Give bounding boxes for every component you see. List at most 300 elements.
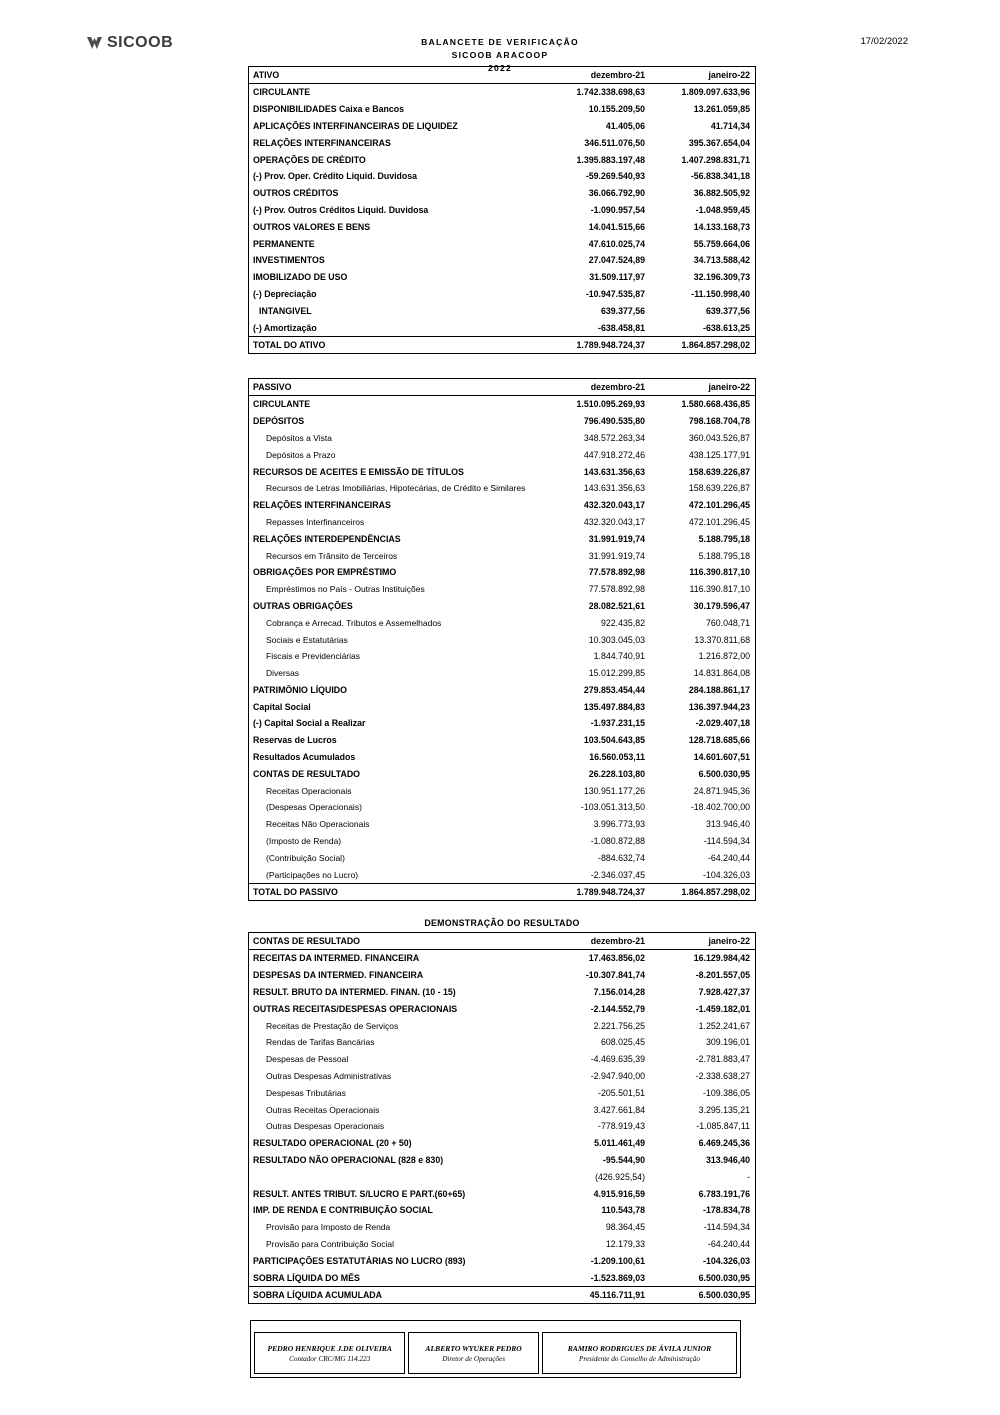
table-row [249,84,755,101]
row-label: Provisão para Contribuição Social [266,1239,395,1249]
row-value-dezembro: 922.435,82 [600,617,645,628]
row-label: PARTICIPAÇÕES ESTATUTÁRIAS NO LUCRO (893) [253,1255,466,1266]
row-value-dezembro: 348.572.263,34 [583,432,645,443]
row-value-janeiro: 472.101.296,45 [688,516,750,527]
table-row [249,1000,755,1017]
row-value-dezembro: -638.458,81 [598,322,645,333]
total-label: TOTAL DO PASSIVO [253,887,338,898]
row-value-dezembro: 26.228.103,80 [588,768,645,779]
table-row [249,799,755,816]
table-row [249,396,755,413]
row-label: Outras Receitas Operacionais [266,1104,380,1115]
row-value-dezembro: 28.082.521,61 [588,600,645,611]
table-row [249,514,755,531]
signature-section [250,1320,741,1378]
row-value-janeiro: -114.594,34 [703,1222,750,1233]
row-label: Cobrança e Arrecad. Tributos e Assemelhados [266,617,442,628]
row-label: DEPÓSITOS [253,416,305,427]
row-value-dezembro: -1.080.872,88 [590,836,645,847]
table-row [249,1202,755,1219]
passivo-table-header [249,379,755,396]
row-label: Receitas Operacionais [266,785,352,796]
row-value-dezembro: -10.307.841,74 [585,970,645,981]
row-value-dezembro: -1.209.100,61 [590,1255,645,1266]
total-label: SOBRA LÍQUIDA ACUMULADA [253,1290,383,1300]
column-header-janeiro: janeiro-22 [708,936,750,947]
row-label: Receitas Não Operacionais [266,819,370,830]
table-row [249,480,755,497]
table-row [249,833,755,850]
table-row [249,218,755,235]
row-value-dezembro: 608.025,45 [600,1037,645,1048]
signatory-name: ALBERTO WYUKER PEDRO [425,1343,522,1353]
total-value-janeiro: 6.500.030,95 [698,1290,750,1300]
table-row [249,765,755,782]
passivo-table [248,378,756,901]
row-value-janeiro: 55.759.664,06 [693,238,750,249]
table-row [249,168,755,185]
table-row [249,446,755,463]
row-label: OUTROS VALORES E BENS [253,221,371,232]
row-value-janeiro: 1.216.872,00 [698,651,750,662]
row-value-janeiro: 41.714,34 [710,120,750,131]
signature-box-contador [254,1332,405,1374]
row-label: DESPESAS DA INTERMED. FINANCEIRA [253,970,424,981]
row-value-janeiro: 1.809.097.633,96 [681,87,750,98]
row-value-dezembro: -1.937.231,15 [590,718,645,729]
row-label: Outras Despesas Administrativas [266,1071,392,1082]
table-row [249,413,755,430]
row-value-janeiro: 128.718.685,66 [688,735,750,746]
row-value-janeiro: -11.150.998,40 [691,288,750,299]
report-year: 2022 [488,63,512,73]
row-value-dezembro: -95.544,90 [602,1155,645,1166]
total-value-janeiro: 1.864.857.298,02 [681,887,750,898]
total-value-dezembro: 1.789.948.724,37 [576,339,645,350]
table-row [249,715,755,732]
signatory-name: PEDRO HENRIQUE J.DE OLIVEIRA [267,1343,392,1353]
row-value-dezembro: 7.156.014,28 [593,987,645,998]
row-label: RESULTADO OPERACIONAL (20 + 50) [253,1138,412,1149]
row-label: Outras Despesas Operacionais [266,1121,385,1132]
sicoob-logo-text: SICOOB [107,34,174,51]
total-value-dezembro: 1.789.948.724,37 [576,887,645,898]
row-value-janeiro: -64.240,44 [707,1239,750,1249]
row-label: (Despesas Operacionais) [266,802,362,813]
table-row [249,614,755,631]
row-label: CIRCULANTE [253,399,311,410]
dre-table-header [249,933,755,950]
document-header [0,0,1000,73]
table-row [249,648,755,665]
table-row [249,1135,755,1152]
row-value-janeiro: 5.188.795,18 [698,550,750,561]
row-label: OUTROS CRÉDITOS [253,188,339,199]
row-value-dezembro: -884.632,74 [598,852,645,863]
row-value-janeiro: 34.713.588,42 [693,255,750,266]
dre-total-row [249,1286,755,1303]
row-value-janeiro: - [747,1171,750,1182]
row-value-janeiro: 1.580.668.436,85 [681,399,750,410]
table-row [249,1269,755,1286]
row-value-dezembro: 12.179,33 [605,1239,645,1249]
row-value-dezembro: 346.511.076,50 [584,137,645,148]
row-value-dezembro: -1.090.957,54 [590,204,645,215]
row-label: IMOBILIZADO DE USO [253,272,348,283]
row-label: OPERAÇÕES DE CRÉDITO [253,154,366,165]
row-label: Repasses Interfinanceiros [266,516,365,527]
row-label: INTANGIVEL [259,305,312,316]
row-value-janeiro: 6.469.245,36 [698,1138,750,1149]
row-label: (Contribuição Social) [266,852,345,863]
row-value-janeiro: 1.407.298.831,71 [681,154,750,165]
row-value-dezembro: 77.578.892,98 [588,584,645,595]
row-label: SOBRA LÍQUIDA DO MÊS [253,1272,360,1283]
row-value-janeiro: 13.261.059,85 [693,104,750,115]
column-header-dezembro: dezembro-21 [590,936,645,947]
table-row [249,202,755,219]
table-row [249,1168,755,1185]
row-value-janeiro: -2.781.883,47 [695,1054,750,1065]
table-row [249,185,755,202]
row-value-dezembro: 31.991.919,74 [588,550,645,561]
row-value-dezembro: 77.578.892,98 [588,567,645,578]
row-label: Empréstimos no País - Outras Instituições [266,584,425,595]
passivo-table-body [249,396,755,883]
table-row [249,319,755,336]
row-value-janeiro: 7.928.427,37 [698,987,750,998]
row-label: RESULTADO NÃO OPERACIONAL (828 e 830) [253,1155,444,1166]
table-row [249,782,755,799]
row-value-dezembro: 4.915.916,59 [593,1188,645,1199]
row-value-janeiro: -109.386,05 [703,1087,750,1098]
row-label: Receitas de Prestação de Serviços [266,1020,399,1031]
row-value-janeiro: 116.390.817,10 [689,584,750,595]
row-value-janeiro: -104.326,03 [703,1255,750,1266]
dre-header-label: CONTAS DE RESULTADO [253,936,361,947]
row-value-dezembro: 10.303.045,03 [588,634,645,645]
passivo-total-row [249,883,755,900]
row-label: Despesas Tributárias [266,1087,346,1098]
row-label: CONTAS DE RESULTADO [253,768,361,779]
row-value-janeiro: -56.838.341,18 [690,171,750,182]
row-label: (-) Amortização [253,322,317,333]
row-value-janeiro: 1.252.241,67 [698,1020,750,1031]
row-label: INVESTIMENTOS [253,255,325,266]
row-value-janeiro: 116.390.817,10 [689,567,750,578]
table-row [249,151,755,168]
row-value-dezembro: 16.560.053,11 [589,752,645,763]
dre-title: DEMONSTRAÇÃO DO RESULTADO [424,918,580,929]
row-label: Sociais e Estatutárias [266,634,348,645]
row-value-janeiro: 14.133.168,73 [693,221,750,232]
table-row [249,598,755,615]
signature-box-presidente [542,1332,737,1374]
table-row [249,1068,755,1085]
row-value-janeiro: 32.196.309,73 [693,272,750,283]
row-value-dezembro: 98.364,45 [605,1222,645,1233]
row-value-dezembro: 143.631.356,63 [583,466,645,477]
row-value-dezembro: 15.012.299,85 [588,668,645,679]
report-titles [0,36,1000,75]
row-label: OUTRAS RECEITAS/DESPESAS OPERACIONAIS [253,1003,458,1014]
row-label: (-) Prov. Oper. Crédito Liquid. Duvidosa [253,171,418,182]
row-value-dezembro: 135.497.884,83 [583,701,645,712]
row-value-janeiro: 760.048,71 [705,617,750,628]
signatory-role: Presidente do Conselho de Administração [578,1354,700,1363]
column-header-dezembro: dezembro-21 [590,381,645,392]
table-row [249,866,755,883]
row-label: IMP. DE RENDA E CONTRIBUIÇÃO SOCIAL [253,1205,433,1216]
table-row [249,816,755,833]
row-value-dezembro: 1.510.095.269,93 [576,399,645,410]
column-header-janeiro: janeiro-22 [708,70,750,80]
ativo-table [248,66,756,354]
row-value-dezembro: 5.011.461,49 [594,1138,645,1149]
row-value-janeiro: 16.129.984,42 [693,953,750,964]
row-value-janeiro: -2.338.638,27 [695,1071,750,1082]
row-label: RESULT. BRUTO DA INTERMED. FINAN. (10 - 15) [253,987,456,998]
table-row [249,134,755,151]
column-header-janeiro: janeiro-22 [708,381,750,392]
row-label: (-) Prov. Outros Créditos Liquid. Duvidosa [253,204,429,215]
row-value-dezembro: 110.543,78 [601,1205,645,1216]
table-row [249,1152,755,1169]
report-date: 17/02/2022 [860,36,908,47]
row-value-dezembro: -778.919,43 [598,1121,645,1132]
row-label: APLICAÇÕES INTERFINANCEIRAS DE LIQUIDEZ [253,120,458,131]
table-row [249,665,755,682]
row-label: RESULT. ANTES TRIBUT. S/LUCRO E PART.(60+65) [253,1188,466,1199]
row-value-dezembro: 796.490.535,80 [583,416,645,427]
row-value-dezembro: 14.041.515,66 [588,221,645,232]
row-value-janeiro: 313.946,40 [705,819,750,830]
table-row [249,581,755,598]
table-row [249,302,755,319]
table-row [249,101,755,118]
row-label: CIRCULANTE [253,87,311,98]
row-value-dezembro: 31.991.919,74 [588,533,645,544]
table-row [249,967,755,984]
report-subtitle: SICOOB ARACOOP [451,50,549,60]
row-label: Fiscais e Previdenciárias [266,651,361,662]
row-value-janeiro: 313.946,40 [705,1155,750,1166]
row-value-janeiro: -178.834,78 [703,1205,750,1216]
row-label: Despesas de Pessoal [266,1054,349,1065]
row-label: Rendas de Tarifas Bancárias [266,1037,375,1048]
row-value-dezembro: -2.144.552,79 [590,1003,645,1014]
signatory-name: RAMIRO RODRIGUES DE ÁVILA JUNIOR [567,1343,712,1353]
table-row [249,698,755,715]
table-row [249,547,755,564]
row-value-janeiro: -64.240,44 [707,852,750,863]
row-value-dezembro: -103.051.313,50 [580,802,645,813]
row-value-dezembro: 31.509.117,97 [589,272,645,283]
passivo-header-label: PASSIVO [253,381,292,392]
row-value-janeiro: 438.125.177,91 [688,449,750,460]
table-row [249,682,755,699]
row-value-dezembro: 1.742.338.698,63 [576,87,645,98]
table-row [249,1101,755,1118]
ativo-total-row [249,336,755,353]
table-row [249,749,755,766]
row-value-janeiro: 13.370.811,68 [694,634,750,645]
row-value-janeiro: 472.101.296,45 [688,500,750,511]
row-value-dezembro: 639.377,56 [600,305,645,316]
table-row [249,1017,755,1034]
row-label: RELAÇÕES INTERFINANCEIRAS [253,137,391,148]
row-value-janeiro: -2.029.407,18 [695,718,750,729]
row-label: (-) Depreciação [253,288,317,299]
row-value-dezembro: -1.523.869,03 [590,1272,645,1283]
row-label: OBRIGAÇÕES POR EMPRÉSTIMO [253,567,397,578]
table-row [249,1118,755,1135]
row-value-janeiro: 14.831.864,08 [693,668,750,679]
row-value-janeiro: 639.377,56 [705,305,750,316]
table-row [249,849,755,866]
row-value-janeiro: 6.500.030,95 [698,768,750,779]
row-label: (Imposto de Renda) [266,836,342,847]
row-value-janeiro: 5.188.795,18 [698,533,750,544]
row-value-janeiro: 24.871.945,36 [693,785,750,796]
row-label: PATRIMÔNIO LÍQUIDO [253,684,347,695]
table-row [249,984,755,1001]
row-value-janeiro: 309.196,01 [705,1037,750,1048]
signature-box-diretor [408,1332,538,1374]
row-value-janeiro: 136.397.944,23 [688,701,750,712]
row-label: OUTRAS OBRIGAÇÕES [253,600,353,611]
row-value-dezembro: 103.504.643,85 [583,735,645,746]
row-label: RECEITAS DA INTERMED. FINANCEIRA [253,953,420,964]
row-value-dezembro: 17.463.856,02 [588,953,645,964]
row-value-dezembro: 279.853.454,44 [583,684,645,695]
row-value-janeiro: -114.594,34 [703,836,750,847]
table-row [249,269,755,286]
table-row [249,286,755,303]
ativo-header-label: ATIVO [253,70,280,80]
row-value-janeiro: 6.500.030,95 [698,1272,750,1283]
table-row [249,497,755,514]
row-label: Resultados Acumulados [253,752,356,763]
signatory-role: Diretor de Operações [442,1354,506,1363]
table-row [249,1185,755,1202]
row-value-janeiro: -104.326,03 [703,869,750,880]
total-label: TOTAL DO ATIVO [253,339,326,350]
row-value-dezembro: 41.405,06 [605,120,645,131]
row-value-janeiro: 798.168.704,78 [688,416,750,427]
row-value-janeiro: 284.188.861,17 [688,684,750,695]
table-row [249,235,755,252]
row-label: Recursos de Letras Imobiliárias, Hipotecárias, de Crédito e Similares [266,483,526,494]
row-label: DISPONIBILIDADES Caixa e Bancos [253,104,405,115]
row-label: Recursos em Trânsito de Terceiros [266,550,398,561]
row-value-janeiro: -8.201.557,05 [695,970,750,981]
row-value-janeiro: 395.367.654,04 [688,137,750,148]
row-value-dezembro: 1.395.883.197,48 [576,154,645,165]
signatory-role: Contador CRC/MG 114.223 [289,1354,371,1363]
row-value-janeiro: 360.043.526,87 [688,432,750,443]
report-title: BALANCETE DE VERIFICAÇÃO [421,37,579,47]
row-value-dezembro: (426.925,54) [595,1171,645,1182]
row-value-janeiro: 36.882.505,92 [693,188,750,199]
ativo-table-body [249,84,755,336]
row-value-dezembro: 447.918.272,46 [583,449,645,460]
row-label: PERMANENTE [253,238,315,249]
table-row [249,1084,755,1101]
row-value-janeiro: 3.295.135,21 [698,1104,750,1115]
table-row [249,732,755,749]
row-value-dezembro: 2.221.756,25 [593,1020,645,1031]
row-value-dezembro: 3.996.773,93 [593,819,645,830]
table-row [249,564,755,581]
row-value-dezembro: 143.631.356,63 [583,483,645,494]
row-label: Reservas de Lucros [253,735,337,746]
dre-table [248,932,756,1304]
total-value-dezembro: 45.116.711,91 [589,1290,645,1300]
row-value-dezembro: -4.469.635,39 [590,1054,645,1065]
row-label: Depósitos a Vista [266,432,332,443]
row-value-dezembro: -10.947.535,87 [585,288,645,299]
row-value-dezembro: 27.047.524,89 [588,255,645,266]
table-row [249,1051,755,1068]
row-value-janeiro: 30.179.596,47 [693,600,750,611]
table-row [249,631,755,648]
row-label: Provisão para Imposto de Renda [266,1222,391,1233]
row-label: RELAÇÕES INTERDEPENDÊNCIAS [253,533,401,544]
table-row [249,530,755,547]
table-row [249,118,755,135]
table-row [249,430,755,447]
row-value-janeiro: 14.601.607,51 [693,752,750,763]
row-label: Depósitos a Prazo [266,449,336,460]
table-row [249,463,755,480]
row-value-dezembro: -205.501,51 [598,1087,645,1098]
table-row [249,1252,755,1269]
row-label: RELAÇÕES INTERFINANCEIRAS [253,500,391,511]
row-value-dezembro: 36.066.792,90 [588,188,645,199]
table-row [249,1236,755,1253]
row-label: (-) Capital Social a Realizar [253,718,366,729]
row-value-janeiro: -1.459.182,01 [695,1003,750,1014]
row-value-janeiro: 6.783.191,76 [698,1188,750,1199]
table-row [249,1219,755,1236]
row-value-dezembro: 130.951.177,26 [583,785,645,796]
total-value-janeiro: 1.864.857.298,02 [681,339,750,350]
row-value-dezembro: 432.320.043,17 [583,516,645,527]
row-value-dezembro: -59.269.540,93 [585,171,645,182]
row-value-janeiro: 158.639.226,87 [688,483,750,494]
row-label: (Participações no Lucro) [266,869,359,880]
table-row [249,950,755,967]
row-value-dezembro: -2.346.037,45 [590,869,645,880]
dre-table-body [249,950,755,1286]
row-value-janeiro: -1.085.847,11 [696,1121,750,1132]
row-value-dezembro: 10.155.209,50 [588,104,645,115]
row-value-dezembro: -2.947.940,00 [590,1071,645,1082]
row-value-janeiro: -18.402.700,00 [690,802,750,813]
column-header-dezembro: dezembro-21 [590,70,645,80]
table-row [249,1034,755,1051]
row-value-dezembro: 47.610.025,74 [588,238,645,249]
row-value-janeiro: -1.048.959,45 [695,204,750,215]
row-label: RECURSOS DE ACEITES E EMISSÃO DE TÍTULOS [253,466,464,477]
row-value-janeiro: -638.613,25 [703,322,750,333]
row-value-dezembro: 3.427.661,84 [593,1104,645,1115]
row-value-janeiro: 158.639.226,87 [688,466,750,477]
row-value-dezembro: 432.320.043,17 [583,500,645,511]
row-label: Capital Social [253,701,311,712]
row-label: Diversas [266,668,300,679]
